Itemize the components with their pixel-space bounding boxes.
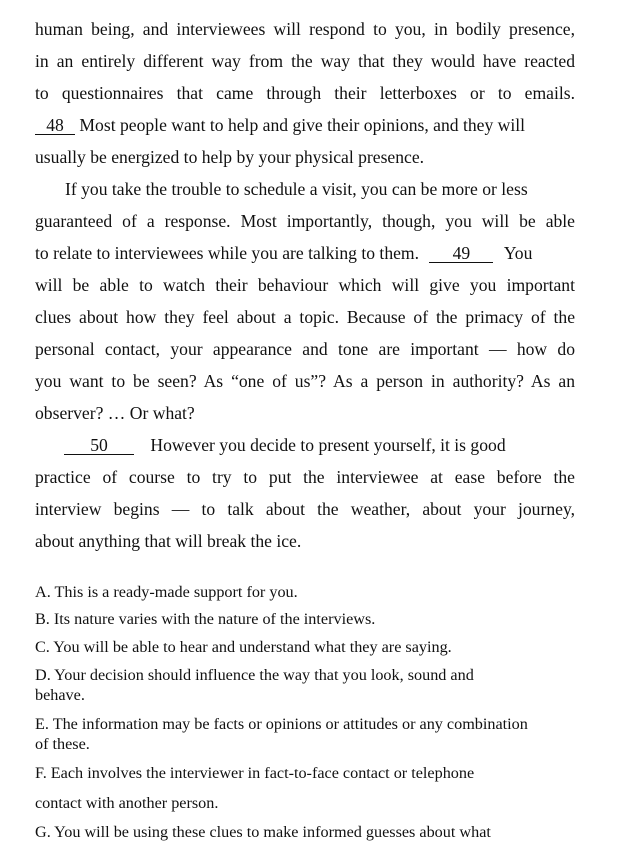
passage-text: to relate to interviewees while you are talking to them. <box>35 243 420 263</box>
blank-48[interactable]: 48 <box>35 116 75 135</box>
passage-line <box>64 435 506 455</box>
passage-line: you want to be seen? As “one of us”? As a person in authority? As an <box>35 371 575 391</box>
passage-line: will be able to watch their behaviour which will give you important <box>35 275 575 295</box>
option-g: G. You will be using these clues to make informed guesses about what <box>35 823 491 841</box>
passage-line: practice of course to try to put the interviewee at ease before the <box>35 467 575 487</box>
passage-line: personal contact, your appearance and tone are important — how do <box>35 339 575 359</box>
passage-text: Most people want to help and give their opinions, and they will <box>79 115 526 135</box>
option-a: A. This is a ready-made support for you. <box>35 583 298 601</box>
passage-line: guaranteed of a response. Most importantly, though, you will be able <box>35 211 575 231</box>
option-e-cont: of these. <box>35 735 90 753</box>
passage-line: usually be energized to help by your physical presence. <box>35 147 425 167</box>
passage-line: observer? … Or what? <box>35 403 195 423</box>
option-d: D. Your decision should influence the way that you look, sound and <box>35 666 474 684</box>
option-e: E. The information may be facts or opinions or attitudes or any combination <box>35 715 528 733</box>
passage-line: to questionnaires that came through their letterboxes or to emails. <box>35 83 575 103</box>
passage-line: about anything that will break the ice. <box>35 531 302 551</box>
blank-49[interactable]: 49 <box>429 244 493 263</box>
blank-50[interactable]: 50 <box>64 436 134 455</box>
passage-line <box>35 243 532 263</box>
passage-line: in an entirely different way from the way that they would have reacted <box>35 51 575 71</box>
option-c: C. You will be able to hear and understand what they are saying. <box>35 638 452 656</box>
passage-line: clues about how they feel about a topic. Because of the primacy of the <box>35 307 575 327</box>
option-f: F. Each involves the interviewer in fact-to-face contact or telephone <box>35 764 475 782</box>
passage-text: However you decide to present yourself, it is good <box>150 435 506 455</box>
passage-line: If you take the trouble to schedule a visit, you can be more or less <box>65 179 528 199</box>
option-d-cont: behave. <box>35 686 85 704</box>
passage-line: human being, and interviewees will respond to you, in bodily presence, <box>35 19 575 39</box>
passage-text: You <box>503 243 533 263</box>
option-f-cont: contact with another person. <box>35 794 219 812</box>
passage-line <box>35 115 525 135</box>
option-b: B. Its nature varies with the nature of the interviews. <box>35 610 376 628</box>
passage-line: interview begins — to talk about the weather, about your journey, <box>35 499 575 519</box>
